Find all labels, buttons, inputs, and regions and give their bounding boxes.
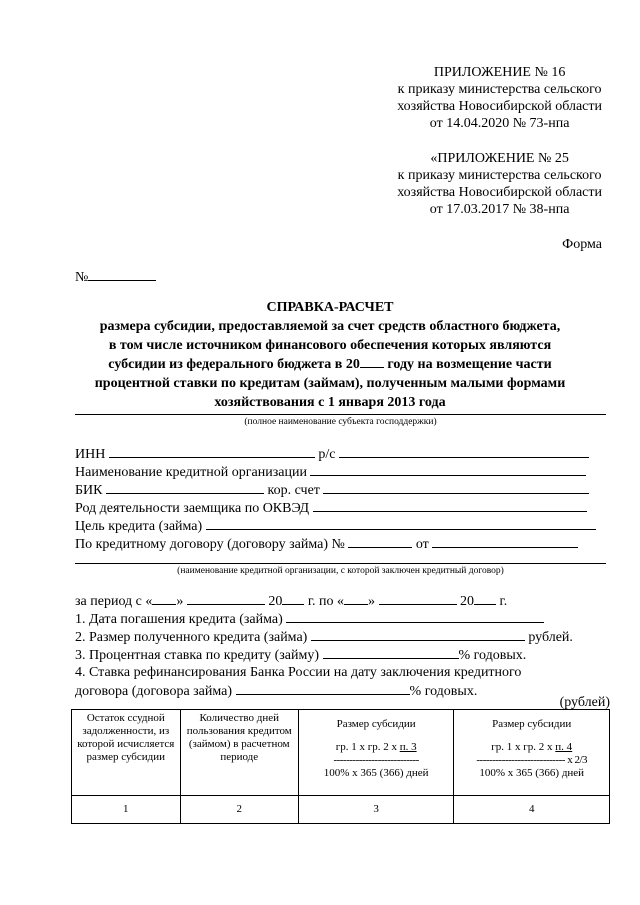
bik-row [75,481,589,500]
from-label: от [415,537,429,552]
col-index-1: 1 [72,796,181,824]
annex-25-line3: хозяйства Новосибирской области [397,185,602,200]
item-2-label: 2. Размер полученного кредита (займа) [75,630,308,645]
col4-numerator: гр. 1 х гр. 2 х [491,741,556,753]
rs-input[interactable] [339,445,589,458]
title-line4: процентной ставки по кредитам (займам), полученным малыми формами [94,376,566,391]
title-heading: СПРАВКА-РАСЧЕТ [266,300,394,315]
period-year1: 20 [268,594,283,609]
rubles-note: (рублей) [559,695,610,710]
purpose-row [75,517,596,536]
okved-row [75,499,587,518]
bank-name-label: Наименование кредитной организации [75,465,307,480]
table-header-row [72,710,610,796]
period-quote1: » [176,594,184,609]
period-start-month[interactable] [187,592,265,605]
period-end-day[interactable] [344,592,368,605]
header-col3-formula [302,741,451,780]
item-3-label: 3. Процентная ставка по кредиту (займу) [75,648,319,663]
annex-16-line2: к приказу министерства сельского [397,82,602,97]
subject-caption: (полное наименование субъекта господдержки) [244,417,437,427]
annex-25-line1: «ПРИЛОЖЕНИЕ № 25 [430,151,569,166]
kor-input[interactable] [323,481,589,494]
title-line5: хозяйствования с 1 января 2013 года [214,395,446,410]
period-start-day[interactable] [152,592,176,605]
item-4-row-b [75,682,477,701]
annex-25-block [397,150,602,218]
header-subsidy-col4 [454,710,610,796]
item-2-input[interactable] [311,628,525,641]
purpose-label: Цель кредита (займа) [75,519,203,534]
number-blank[interactable] [88,268,156,281]
period-end-year[interactable] [474,592,496,605]
item-2-row [75,628,573,647]
header-subsidy-col3 [298,710,454,796]
col4-denominator: 100% х 365 (366) дней [479,767,585,779]
title-line1: размера субсидии, предоставляемой за счет средств областного бюджета, [99,319,561,334]
period-quote2: » [368,594,376,609]
annex-16-line1: ПРИЛОЖЕНИЕ № 16 [433,65,566,80]
annex-16-line3: хозяйства Новосибирской области [397,99,602,114]
item-3-input[interactable] [323,646,459,659]
period-end-label: г. [499,594,508,609]
okved-label: Род деятельности заемщика по ОКВЭД [75,501,310,516]
col-index-2: 2 [180,796,298,824]
bank-org-caption: (наименование кредитной организации, с которой заключен кредитный договор) [177,566,504,576]
col3-fraction-line: --------------------------- [333,754,419,766]
col3-numerator: гр. 1 х гр. 2 х [335,741,400,753]
col4-fraction-line: ---------------------------- х 2/3 [476,754,588,766]
contract-number-input[interactable] [348,535,412,548]
col-index-3: 3 [298,796,454,824]
bank-name-row [75,463,586,482]
item-4-label: договора (договора займа) [75,684,233,699]
item-1-row [75,610,544,629]
title-line3-b: году на возмещение части [383,357,552,372]
bik-input[interactable] [106,481,264,494]
bank-org-line[interactable] [75,563,606,564]
title-line2: в том числе источником финансового обеспечения которых являются [108,338,552,353]
document-title [60,298,600,412]
rs-label: р/с [318,447,336,462]
subject-name-line[interactable] [75,414,606,415]
table-index-row [72,796,610,824]
year-blank[interactable] [360,355,384,368]
title-line3 [60,355,600,374]
header-remaining-debt: Остаток ссудной задолженности, из которой исчисляется размер субсидии [72,710,181,796]
kor-label: кор. счет [267,483,320,498]
period-year2: 20 [460,594,475,609]
period-row [75,592,507,611]
period-start-label: за период с « [75,594,153,609]
inn-row [75,445,589,464]
contract-label: По кредитному договору (договору займа) № [75,537,345,552]
annex-16-block [397,64,602,132]
inn-label: ИНН [75,447,106,462]
item-1-label: 1. Дата погашения кредита (займа) [75,612,283,627]
contract-date-input[interactable] [432,535,578,548]
period-to-label: г. по « [307,594,345,609]
header-days-count: Количество дней пользования кредитом (займом) в расчетном периоде [180,710,298,796]
item-3-row [75,646,526,665]
item-4-row-a: 4. Ставка рефинансирования Банка России на дату заключения кредитного [75,665,522,680]
header-col3-title: Размер субсидии [336,718,416,730]
col-index-4: 4 [454,796,610,824]
contract-row [75,535,578,554]
header-col4-title: Размер субсидии [492,718,572,730]
subsidy-table [71,709,610,824]
annex-25-line4: от 17.03.2017 № 38-нпа [429,202,570,217]
purpose-input[interactable] [206,517,596,530]
number-label: № [75,270,89,285]
annex-25-line2: к приказу министерства сельского [397,168,602,183]
item-3-unit: % годовых. [458,648,527,663]
col4-point-ref: п. 4 [555,741,573,753]
title-line3-a: субсидии из федерального бюджета в 20 [108,357,360,372]
form-label: Форма [562,237,602,252]
document-number [75,268,156,286]
bank-name-input[interactable] [310,463,586,476]
item-4-unit: % годовых. [409,684,478,699]
item-1-input[interactable] [286,610,544,623]
okved-input[interactable] [313,499,587,512]
bik-label: БИК [75,483,103,498]
item-4-input[interactable] [236,682,410,695]
period-end-month[interactable] [379,592,457,605]
header-col4-formula [457,741,606,780]
item-2-unit: рублей. [528,630,573,645]
inn-input[interactable] [109,445,315,458]
period-start-year[interactable] [282,592,304,605]
annex-16-line4: от 14.04.2020 № 73-нпа [429,116,570,131]
col3-denominator: 100% х 365 (366) дней [323,767,429,779]
col3-point-ref: п. 3 [399,741,417,753]
